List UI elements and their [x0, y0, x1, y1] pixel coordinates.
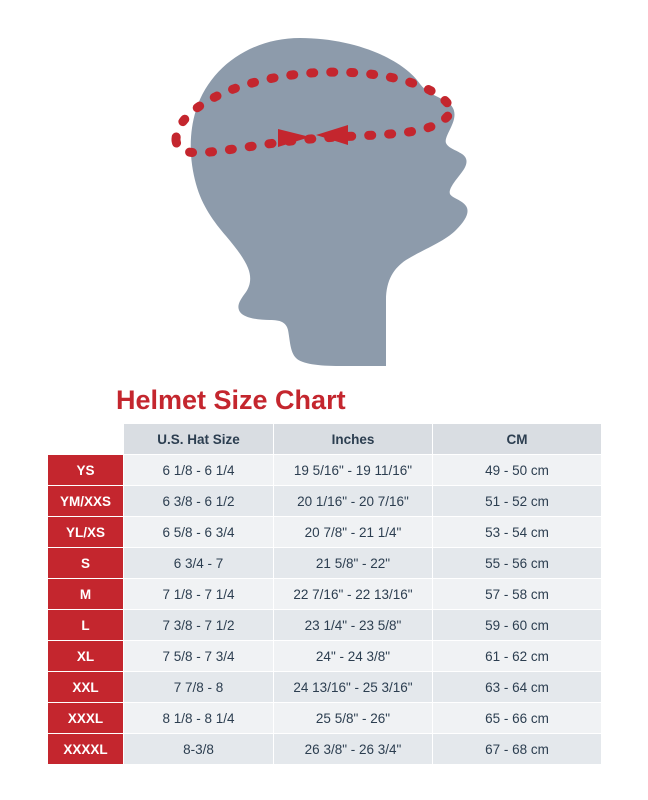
cm-value: 59 - 60 cm: [433, 610, 602, 641]
cm-value: 55 - 56 cm: [433, 548, 602, 579]
cm-value: 49 - 50 cm: [433, 455, 602, 486]
size-label: XL: [48, 641, 124, 672]
inches-value: 26 3/8" - 26 3/4": [274, 734, 433, 765]
page-title: Helmet Size Chart: [116, 385, 346, 415]
inches-value: 25 5/8" - 26": [274, 703, 433, 734]
table-header-row: [48, 424, 602, 455]
table-row: [48, 579, 602, 610]
inches-value: 24 13/16" - 25 3/16": [274, 672, 433, 703]
inches-value: 20 7/8" - 21 1/4": [274, 517, 433, 548]
table-header: [48, 424, 602, 455]
size-label: L: [48, 610, 124, 641]
table-header-hat-size: U.S. Hat Size: [124, 424, 274, 455]
table-row: [48, 734, 602, 765]
size-label: XXXXL: [48, 734, 124, 765]
table-body: [48, 455, 602, 765]
table-row: [48, 455, 602, 486]
size-label: M: [48, 579, 124, 610]
cm-value: 57 - 58 cm: [433, 579, 602, 610]
hat-size-value: 6 5/8 - 6 3/4: [124, 517, 274, 548]
size-chart-table: [47, 423, 602, 765]
inches-value: 19 5/16" - 19 11/16": [274, 455, 433, 486]
size-label: S: [48, 548, 124, 579]
inches-value: 20 1/16" - 20 7/16": [274, 486, 433, 517]
hat-size-value: 8-3/8: [124, 734, 274, 765]
table-row: [48, 486, 602, 517]
cm-value: 51 - 52 cm: [433, 486, 602, 517]
size-chart-table-wrapper: [47, 423, 601, 765]
hat-size-value: 7 3/8 - 7 1/2: [124, 610, 274, 641]
table-row: [48, 703, 602, 734]
table-row: [48, 548, 602, 579]
size-label: XXXL: [48, 703, 124, 734]
hat-size-value: 6 3/8 - 6 1/2: [124, 486, 274, 517]
hat-size-value: 7 5/8 - 7 3/4: [124, 641, 274, 672]
table-header-inches: Inches: [274, 424, 433, 455]
size-label: YL/XS: [48, 517, 124, 548]
cm-value: 63 - 64 cm: [433, 672, 602, 703]
table-row: [48, 672, 602, 703]
hat-size-value: 7 1/8 - 7 1/4: [124, 579, 274, 610]
cm-value: 67 - 68 cm: [433, 734, 602, 765]
size-label: XXL: [48, 672, 124, 703]
inches-value: 24" - 24 3/8": [274, 641, 433, 672]
table-header-cm: CM: [433, 424, 602, 455]
table-row: [48, 517, 602, 548]
inches-value: 22 7/16" - 22 13/16": [274, 579, 433, 610]
hat-size-value: 6 3/4 - 7: [124, 548, 274, 579]
size-label: YM/XXS: [48, 486, 124, 517]
table-row: [48, 610, 602, 641]
inches-value: 21 5/8" - 22": [274, 548, 433, 579]
table-header-corner: [48, 424, 124, 455]
inches-value: 23 1/4" - 23 5/8": [274, 610, 433, 641]
hat-size-value: 7 7/8 - 8: [124, 672, 274, 703]
hat-size-value: 6 1/8 - 6 1/4: [124, 455, 274, 486]
head-measurement-diagram: [0, 0, 648, 370]
size-label: YS: [48, 455, 124, 486]
table-row: [48, 641, 602, 672]
cm-value: 65 - 66 cm: [433, 703, 602, 734]
hat-size-value: 8 1/8 - 8 1/4: [124, 703, 274, 734]
cm-value: 53 - 54 cm: [433, 517, 602, 548]
cm-value: 61 - 62 cm: [433, 641, 602, 672]
